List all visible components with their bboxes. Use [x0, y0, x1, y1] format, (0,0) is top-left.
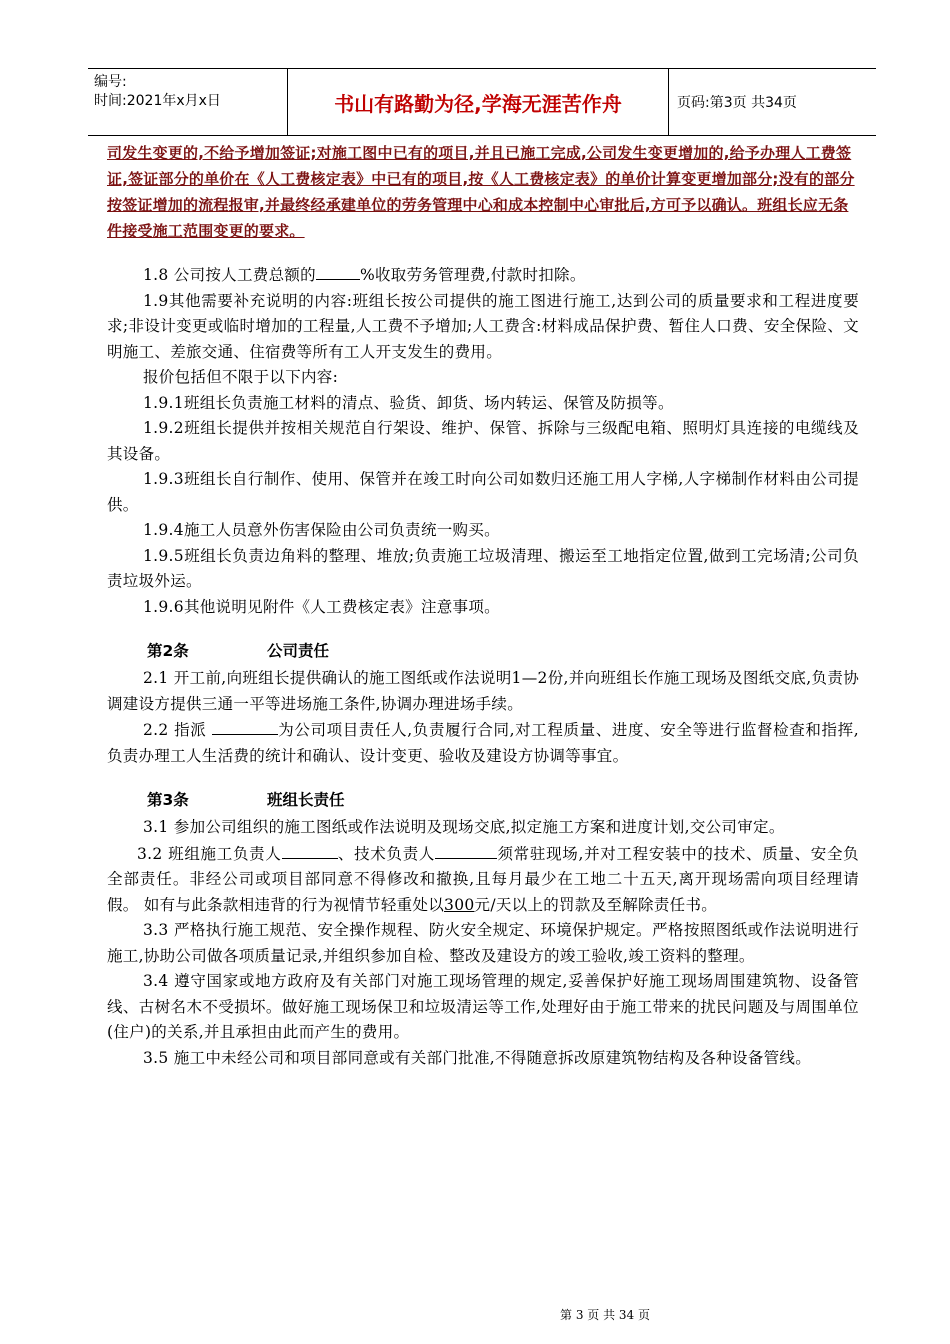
- clause-3-2-text-c: 须常驻现场,并对工程安装中的技术、质量、安全负全部责任。非经公司或项目部同意不得修改和撤换,且每月最少在工地二十五天,离开现场需向项目经理请假。 如有与此条款相违背的行为视情节轻重处以: [107, 844, 859, 914]
- clause-3-4: 3.4 遵守国家或地方政府及有关部门对施工现场管理的规定,妥善保护好施工现场周围建筑物、设备管线、古树名木不受损坏。做好施工现场保卫和垃圾清运等工作,处理好由于施工带来的扰民问题及与周围单位(住户)的关系,并且承担由此而产生的费用。: [107, 972, 859, 1041]
- project-manager-blank: [212, 717, 278, 735]
- clause-1-8-text-b: %收取劳务管理费,付款时扣除。: [359, 266, 586, 284]
- document-body: [107, 140, 859, 1071]
- quote-scope: 报价包括但不限于以下内容:: [143, 368, 339, 386]
- penalty-amount: 300: [444, 895, 475, 914]
- fee-percent-blank: [316, 262, 360, 280]
- clause-3-1: 3.1 参加公司组织的施工图纸或作法说明及现场交底,拟定施工方案和进度计划,交公司审定。: [143, 818, 785, 836]
- clause-1-8: [107, 262, 859, 289]
- section-2-title: 公司责任: [267, 642, 330, 660]
- clause-3-2-text-a: 3.2 班组施工负责人: [137, 844, 282, 863]
- clause-3-2: [107, 841, 859, 919]
- section-3-number: 第3条: [147, 791, 189, 809]
- clause-3-2-text-d: 元/天以上的罚款及至解除责任书。: [474, 895, 718, 914]
- section-3-title: 班组长责任: [267, 791, 345, 809]
- construction-lead-blank: [282, 841, 338, 859]
- document-time-label: 时间:2021年x月x日: [94, 93, 221, 109]
- clause-1-9-6: 1.9.6其他说明见附件《人工费核定表》注意事项。: [143, 597, 500, 616]
- clause-2-1: 2.1 开工前,向班组长提供确认的施工图纸或作法说明1—2份,并向班组长作施工现场及图纸交底,负责协调建设方提供三通一平等进场施工条件,协调办理进场手续。: [107, 669, 859, 713]
- intro-paragraph: 司发生变更的,不给予增加签证;对施工图中已有的项目,并且已施工完成,公司发生变更增加的,给予办理人工费签证,签证部分的单价在《人工费核定表》中已有的项目,按《人工费核定表》的单价计算变更增加部分;没有的部分按签证增加的流程报审,并最终经承建单位的劳务管理中心和成本控制中心审批后,方可予以确认。班组长应无条件接受施工范围变更的要求。: [107, 144, 855, 240]
- footer-page-number: 第 3 页 共 34 页: [560, 1308, 650, 1322]
- header-meta-cell: [88, 69, 288, 135]
- clause-2-2-text-a: 2.2 指派: [143, 721, 212, 739]
- clause-2-2-text-b: 为公司项目责任人,负责履行合同,对工程质量、进度、安全等进行监督检查和指挥,负责办理工人生活费的统计和确认、设计变更、验收及建设方协调等事宜。: [107, 721, 860, 765]
- header-table: [88, 68, 876, 136]
- clause-1-8-text-a: 1.8 公司按人工费总额的: [143, 266, 316, 284]
- clause-1-9: 1.9其他需要补充说明的内容:班组长按公司提供的施工图进行施工,达到公司的质量要求和工程进度要求;非设计变更或临时增加的工程量,人工费不予增加;人工费含:材料成品保护费、暂住人口费、安全保险、文明施工、差旅交通、住宿费等所有工人开支发生的费用。: [107, 291, 859, 361]
- section-2-heading: [147, 638, 859, 664]
- header-page-label: 页码:第3页 共34页: [677, 95, 797, 111]
- clause-1-9-3: 1.9.3班组长自行制作、使用、保管并在竣工时向公司如数归还施工用人字梯,人字梯制作材料由公司提供。: [107, 470, 859, 514]
- clause-1-9-1: 1.9.1班组长负责施工材料的清点、验货、卸货、场内转运、保管及防损等。: [143, 393, 674, 412]
- page-footer: [0, 1306, 950, 1323]
- clause-1-9-2: 1.9.2班组长提供并按相关规范自行架设、维护、保管、拆除与三级配电箱、照明灯具连接的电缆线及其设备。: [107, 419, 859, 463]
- clause-3-2-text-b: 、技术负责人: [337, 844, 436, 863]
- header-motto: 书山有路勤为径,学海无涯苦作舟: [288, 69, 669, 135]
- document-number-label: 编号:: [94, 74, 127, 90]
- clause-3-3: 3.3 严格执行施工规范、安全操作规程、防火安全规定、环境保护规定。严格按照图纸或作法说明进行施工,协助公司做各项质量记录,并组织参加自检、整改及建设方的竣工验收,竣工资料的整理。: [107, 921, 859, 965]
- clause-2-2: [107, 717, 859, 769]
- section-3-heading: [147, 787, 859, 813]
- technical-lead-blank: [435, 841, 497, 859]
- clause-1-9-5: 1.9.5班组长负责边角料的整理、堆放;负责施工垃圾清理、搬运至工地指定位置,做到工完场清;公司负责垃圾外运。: [107, 546, 859, 590]
- clause-3-5: 3.5 施工中未经公司和项目部同意或有关部门批准,不得随意拆改原建筑物结构及各种设备管线。: [143, 1048, 812, 1067]
- clause-1-9-4: 1.9.4施工人员意外伤害保险由公司负责统一购买。: [143, 521, 500, 539]
- section-2-number: 第2条: [147, 642, 189, 660]
